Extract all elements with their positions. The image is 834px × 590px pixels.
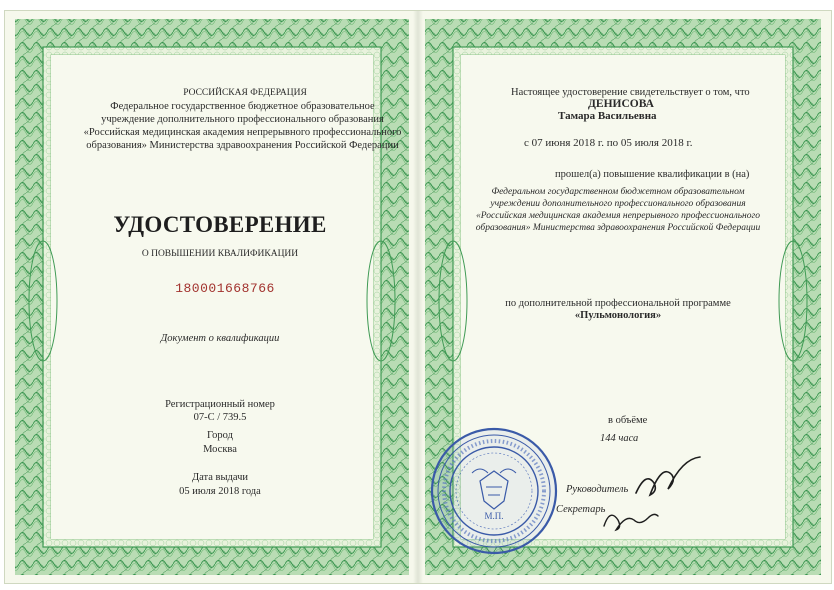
head-label: Руководитель	[566, 484, 629, 495]
head-signature	[632, 453, 704, 501]
issuer-line-4: образования» Министерства здравоохранения Российской Федерации	[86, 140, 399, 151]
issuer-line-2: учреждение дополнительного профессионального образования	[101, 114, 384, 125]
issuer-line-3: «Российская медицинская академия непрерывного профессионального	[83, 127, 402, 138]
issue-date-label: Дата выдачи	[191, 472, 249, 483]
secretary-label: Секретарь	[556, 504, 606, 515]
official-stamp	[428, 425, 560, 557]
training-org-line-4: образования» Министерства здравоохранения Российской Федерации	[475, 223, 761, 233]
secretary-signature	[600, 500, 660, 536]
serial-number: 180001668766	[175, 281, 275, 296]
document-title: УДОСТОВЕРЕНИЕ	[113, 212, 327, 237]
city-label: Город	[207, 430, 233, 441]
volume-label: в объёме	[608, 415, 648, 426]
document-subtitle: О ПОВЫШЕНИИ КВАЛИФИКАЦИИ	[141, 249, 299, 259]
center-fold	[413, 11, 423, 583]
training-org-line-1: Федеральном государственном бюджетном образовательном	[491, 187, 745, 197]
registration-label: Регистрационный номер	[165, 399, 275, 410]
holder-surname: ДЕНИСОВА	[588, 98, 654, 110]
completed-text: прошел(а) повышение квалификации в (на)	[555, 169, 750, 180]
stamp-mark: М.П.	[484, 511, 504, 521]
training-org-line-2: учреждении дополнительного профессионального образования	[490, 199, 746, 209]
volume-value: 144 часа	[600, 433, 639, 444]
training-org-line-3: «Российская медицинская академия непрерывного профессионального	[476, 211, 760, 221]
registration-number: 07-С / 739.5	[193, 412, 247, 423]
city-value: Москва	[203, 444, 237, 455]
holder-given-names: Тамара Васильевна	[558, 110, 657, 122]
program-label: по дополнительной профессиональной программе	[505, 298, 731, 309]
document-type: Документ о квалификации	[160, 333, 280, 344]
training-period: с 07 июня 2018 г. по 05 июля 2018 г.	[524, 137, 693, 149]
issuer-line-1: Федеральное государственное бюджетное образовательное	[110, 101, 375, 112]
program-name: «Пульмонология»	[574, 310, 662, 321]
issue-date-value: 05 июля 2018 года	[179, 486, 261, 497]
certifies-text: Настоящее удостоверение свидетельствует о том, что	[511, 87, 750, 98]
country-label: РОССИЙСКАЯ ФЕДЕРАЦИЯ	[183, 88, 307, 98]
